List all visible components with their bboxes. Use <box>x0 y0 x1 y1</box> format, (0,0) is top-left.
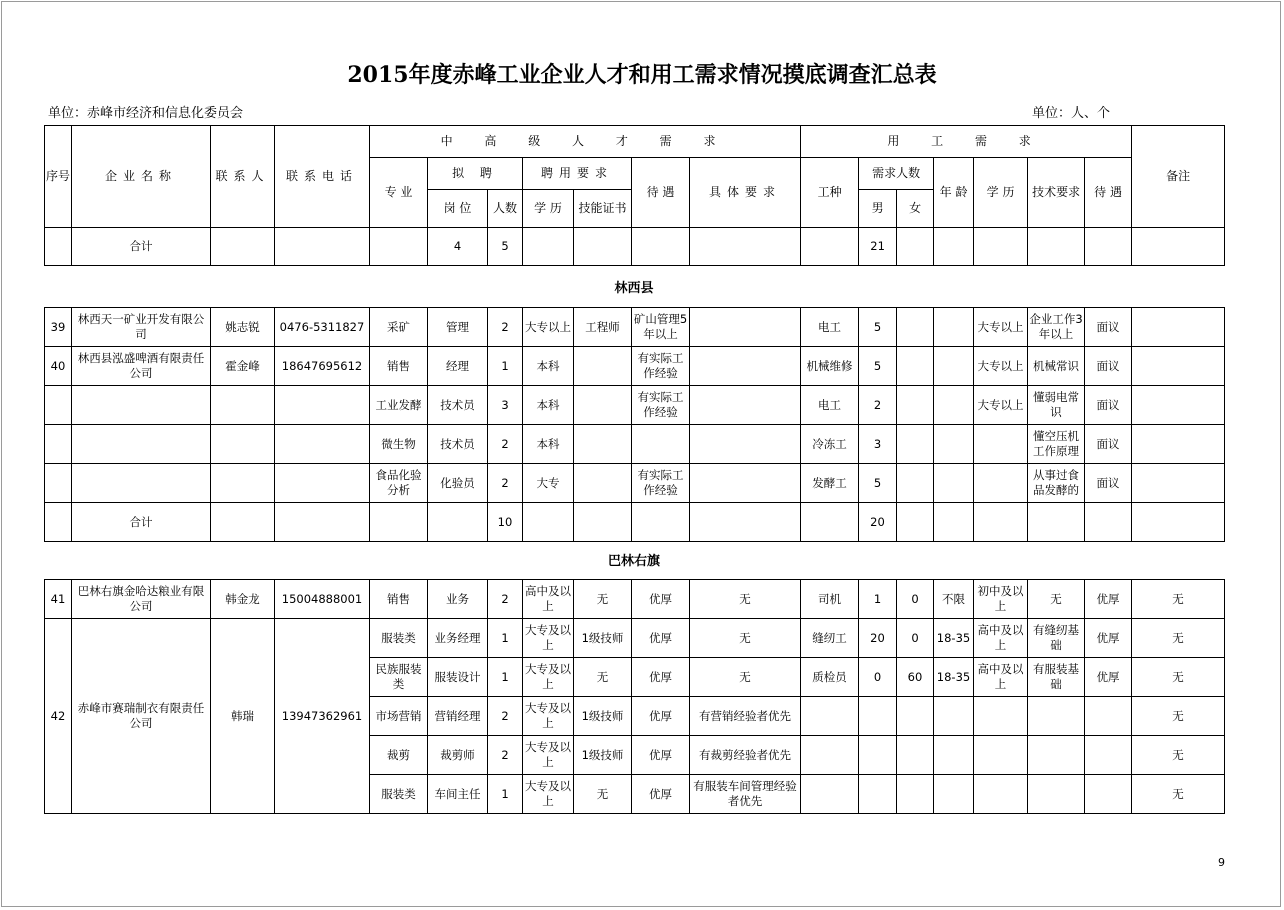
cell-edu: 大专及以上 <box>523 658 574 697</box>
cell-male: 20 <box>859 619 897 658</box>
cell-position: 营销经理 <box>428 697 488 736</box>
cell-count: 1 <box>488 619 523 658</box>
cell-tech: 有服装基础 <box>1028 658 1085 697</box>
cell-treat2 <box>1085 775 1132 814</box>
cell-count: 1 <box>488 658 523 697</box>
cell-male: 1 <box>859 580 897 619</box>
cell-cert: 无 <box>574 580 632 619</box>
cell-count: 1 <box>488 775 523 814</box>
cell-remark <box>1132 425 1225 464</box>
cell-male: 5 <box>859 347 897 386</box>
cell-cert <box>574 347 632 386</box>
cell-position: 裁剪师 <box>428 736 488 775</box>
cell-female: 0 <box>897 619 934 658</box>
total-label: 合计 <box>72 228 211 266</box>
cell-company: 林西县泓盛啤酒有限责任公司 <box>72 347 211 386</box>
cell-age <box>934 464 974 503</box>
cell-major: 民族服装类 <box>370 658 428 697</box>
cell-spec <box>690 425 801 464</box>
cell-seq: 42 <box>45 619 72 814</box>
cell-tech: 懂弱电常识 <box>1028 386 1085 425</box>
cell-job: 电工 <box>801 386 859 425</box>
cell-position: 业务经理 <box>428 619 488 658</box>
header-talent-group: 中 高 级 人 才 需 求 <box>370 126 801 158</box>
cell-spec: 有营销经验者优先 <box>690 697 801 736</box>
unit-measure: 单位：人、个 <box>1032 106 1111 121</box>
header-demand-count: 需求人数 <box>859 158 934 190</box>
cell-female <box>897 464 934 503</box>
header-position: 岗 位 <box>428 190 488 228</box>
cell-position: 技术员 <box>428 386 488 425</box>
header-seq: 序号 <box>45 126 72 228</box>
cell-treat: 优厚 <box>632 697 690 736</box>
cell-edu2 <box>974 425 1028 464</box>
cell-count: 2 <box>488 697 523 736</box>
cell-treat: 优厚 <box>632 658 690 697</box>
table-row <box>45 347 1225 386</box>
cell-age <box>934 697 974 736</box>
cell-seq: 41 <box>45 580 72 619</box>
cell-spec: 无 <box>690 658 801 697</box>
cell-edu2 <box>974 736 1028 775</box>
cell-male: 5 <box>859 308 897 347</box>
cell-edu2: 大专以上 <box>974 347 1028 386</box>
cell-treat2 <box>1085 736 1132 775</box>
cell-tech <box>1028 736 1085 775</box>
page-number: 9 <box>1218 856 1225 869</box>
cell-company <box>72 386 211 425</box>
header-age: 年 龄 <box>934 158 974 228</box>
total-label: 合计 <box>72 503 211 542</box>
cell-position: 服装设计 <box>428 658 488 697</box>
cell-tech: 懂空压机工作原理 <box>1028 425 1085 464</box>
cell-treat: 有实际工作经验 <box>632 347 690 386</box>
header-recruit: 拟 聘 <box>428 158 523 190</box>
cell-treat2: 面议 <box>1085 464 1132 503</box>
cell-female <box>897 425 934 464</box>
cell-male <box>859 775 897 814</box>
cell-major: 微生物 <box>370 425 428 464</box>
cell-female <box>897 775 934 814</box>
cell-age: 18-35 <box>934 658 974 697</box>
header-education: 学 历 <box>523 190 574 228</box>
cell-contact <box>211 425 275 464</box>
cell-edu2: 初中及以上 <box>974 580 1028 619</box>
cell-treat2: 面议 <box>1085 308 1132 347</box>
cell-major: 工业发酵 <box>370 386 428 425</box>
cell-female <box>897 736 934 775</box>
cell-count: 3 <box>488 386 523 425</box>
cell-count: 2 <box>488 464 523 503</box>
cell-major: 裁剪 <box>370 736 428 775</box>
cell-major: 食品化验分析 <box>370 464 428 503</box>
cell-phone: 18647695612 <box>275 347 370 386</box>
header-labor-group: 用 工 需 求 <box>801 126 1132 158</box>
header-treatment2: 待 遇 <box>1085 158 1132 228</box>
cell-edu: 大专以上 <box>523 308 574 347</box>
header-hire-req: 聘用要求 <box>523 158 632 190</box>
cell-phone: 13947362961 <box>275 619 370 814</box>
cell-tech: 无 <box>1028 580 1085 619</box>
cell-job: 司机 <box>801 580 859 619</box>
cell-job <box>801 775 859 814</box>
cell-female: 0 <box>897 580 934 619</box>
cell-age <box>934 775 974 814</box>
cell-spec <box>690 347 801 386</box>
cell-remark <box>1132 386 1225 425</box>
cell-remark <box>1132 347 1225 386</box>
cell-female <box>897 386 934 425</box>
cell-cert <box>574 425 632 464</box>
header-remark: 备注 <box>1132 126 1225 228</box>
balin-table <box>44 579 1225 814</box>
total-positions: 4 <box>428 228 488 266</box>
header-count: 人数 <box>488 190 523 228</box>
cell-edu2: 大专以上 <box>974 386 1028 425</box>
linxi-table <box>44 307 1225 542</box>
cell-female <box>897 347 934 386</box>
cell-company: 林西天一矿业开发有限公司 <box>72 308 211 347</box>
cell-age <box>934 347 974 386</box>
cell-treat <box>632 425 690 464</box>
cell-job: 发酵工 <box>801 464 859 503</box>
cell-cert: 1级技师 <box>574 736 632 775</box>
cell-treat2 <box>1085 697 1132 736</box>
cell-count: 2 <box>488 308 523 347</box>
cell-cert: 1级技师 <box>574 619 632 658</box>
cell-job: 冷冻工 <box>801 425 859 464</box>
cell-remark: 无 <box>1132 775 1225 814</box>
cell-company <box>72 464 211 503</box>
cell-female: 60 <box>897 658 934 697</box>
cell-company: 巴林右旗金哈达粮业有限公司 <box>72 580 211 619</box>
cell-treat: 有实际工作经验 <box>632 464 690 503</box>
cell-cert: 1级技师 <box>574 697 632 736</box>
total-count: 10 <box>488 503 523 542</box>
cell-edu2 <box>974 697 1028 736</box>
cell-female <box>897 697 934 736</box>
cell-seq <box>45 464 72 503</box>
cell-treat2: 优厚 <box>1085 619 1132 658</box>
cell-contact: 霍金峰 <box>211 347 275 386</box>
cell-position: 化验员 <box>428 464 488 503</box>
cell-position: 技术员 <box>428 425 488 464</box>
cell-position: 管理 <box>428 308 488 347</box>
header-tech-req: 技术要求 <box>1028 158 1085 228</box>
cell-edu2: 高中及以上 <box>974 619 1028 658</box>
cell-contact: 韩瑞 <box>211 619 275 814</box>
cell-remark <box>1132 464 1225 503</box>
cell-cert: 工程师 <box>574 308 632 347</box>
header-phone: 联系电话 <box>275 126 370 228</box>
table-row <box>45 580 1225 619</box>
cell-spec <box>690 386 801 425</box>
cell-male <box>859 736 897 775</box>
cell-edu2 <box>974 775 1028 814</box>
cell-major: 销售 <box>370 347 428 386</box>
cell-male: 2 <box>859 386 897 425</box>
cell-tech: 从事过食品发酵的 <box>1028 464 1085 503</box>
header-contact: 联系人 <box>211 126 275 228</box>
cell-count: 2 <box>488 425 523 464</box>
cell-remark: 无 <box>1132 697 1225 736</box>
cell-age: 不限 <box>934 580 974 619</box>
table-row <box>45 425 1225 464</box>
cell-age <box>934 425 974 464</box>
cell-remark <box>1132 308 1225 347</box>
cell-spec: 无 <box>690 580 801 619</box>
cell-male <box>859 697 897 736</box>
table-row <box>45 386 1225 425</box>
cell-cert: 无 <box>574 658 632 697</box>
cell-treat2: 面议 <box>1085 347 1132 386</box>
cell-treat: 有实际工作经验 <box>632 386 690 425</box>
cell-phone <box>275 425 370 464</box>
cell-treat: 优厚 <box>632 619 690 658</box>
cell-edu: 本科 <box>523 347 574 386</box>
total-count: 5 <box>488 228 523 266</box>
cell-cert <box>574 464 632 503</box>
cell-edu2: 大专以上 <box>974 308 1028 347</box>
cell-position: 业务 <box>428 580 488 619</box>
cell-company <box>72 425 211 464</box>
cell-treat: 矿山管理5年以上 <box>632 308 690 347</box>
header-treatment: 待 遇 <box>632 158 690 228</box>
cell-tech <box>1028 775 1085 814</box>
cell-phone: 15004888001 <box>275 580 370 619</box>
cell-treat2: 面议 <box>1085 425 1132 464</box>
header-male: 男 <box>859 190 897 228</box>
cell-edu: 本科 <box>523 425 574 464</box>
cell-tech: 企业工作3年以上 <box>1028 308 1085 347</box>
cell-position: 经理 <box>428 347 488 386</box>
cell-remark: 无 <box>1132 736 1225 775</box>
cell-remark: 无 <box>1132 580 1225 619</box>
cell-tech: 机械常识 <box>1028 347 1085 386</box>
header-edu2: 学 历 <box>974 158 1028 228</box>
cell-edu: 大专及以上 <box>523 775 574 814</box>
cell-remark: 无 <box>1132 658 1225 697</box>
cell-phone: 0476-5311827 <box>275 308 370 347</box>
cell-count: 2 <box>488 736 523 775</box>
section-linxi: 林西县 <box>614 281 654 296</box>
cell-cert <box>574 386 632 425</box>
cell-company: 赤峰市赛瑞制衣有限责任公司 <box>72 619 211 814</box>
cell-count: 2 <box>488 580 523 619</box>
cell-contact: 韩金龙 <box>211 580 275 619</box>
cell-phone <box>275 386 370 425</box>
header-major: 专 业 <box>370 158 428 228</box>
cell-male: 0 <box>859 658 897 697</box>
total-male: 20 <box>859 503 897 542</box>
cell-major: 采矿 <box>370 308 428 347</box>
cell-male: 5 <box>859 464 897 503</box>
cell-job <box>801 697 859 736</box>
cell-age <box>934 386 974 425</box>
cell-phone <box>275 464 370 503</box>
table-row <box>45 464 1225 503</box>
cell-major: 销售 <box>370 580 428 619</box>
cell-spec <box>690 308 801 347</box>
cell-tech: 有缝纫基础 <box>1028 619 1085 658</box>
page-title: 2015年度赤峰工业企业人才和用工需求情况摸底调查汇总表 <box>347 62 937 88</box>
total-row-1 <box>45 228 1225 266</box>
cell-job: 机械维修 <box>801 347 859 386</box>
cell-edu: 大专及以上 <box>523 619 574 658</box>
cell-tech <box>1028 697 1085 736</box>
cell-spec: 有裁剪经验者优先 <box>690 736 801 775</box>
cell-treat2: 面议 <box>1085 386 1132 425</box>
cell-contact: 姚志锐 <box>211 308 275 347</box>
cell-edu: 大专 <box>523 464 574 503</box>
cell-seq: 40 <box>45 347 72 386</box>
cell-contact <box>211 464 275 503</box>
cell-remark: 无 <box>1132 619 1225 658</box>
header-company: 企业名称 <box>72 126 211 228</box>
cell-major: 服装类 <box>370 775 428 814</box>
cell-age: 18-35 <box>934 619 974 658</box>
cell-job: 质检员 <box>801 658 859 697</box>
cell-female <box>897 308 934 347</box>
header-job-type: 工种 <box>801 158 859 228</box>
cell-edu2 <box>974 464 1028 503</box>
cell-age <box>934 308 974 347</box>
table-row <box>45 619 1225 658</box>
cell-major: 市场营销 <box>370 697 428 736</box>
cell-edu: 大专及以上 <box>523 736 574 775</box>
section-balin: 巴林右旗 <box>607 554 660 569</box>
cell-treat2: 优厚 <box>1085 658 1132 697</box>
table-row <box>45 308 1225 347</box>
cell-treat: 优厚 <box>632 736 690 775</box>
cell-contact <box>211 386 275 425</box>
cell-major: 服装类 <box>370 619 428 658</box>
cell-edu2: 高中及以上 <box>974 658 1028 697</box>
header-female: 女 <box>897 190 934 228</box>
cell-seq: 39 <box>45 308 72 347</box>
cell-age <box>934 736 974 775</box>
cell-job <box>801 736 859 775</box>
cell-spec <box>690 464 801 503</box>
total-male: 21 <box>859 228 897 266</box>
cell-treat: 优厚 <box>632 580 690 619</box>
cell-spec: 无 <box>690 619 801 658</box>
cell-seq <box>45 425 72 464</box>
cell-treat: 优厚 <box>632 775 690 814</box>
header-table <box>44 125 1225 266</box>
header-specific-req: 具体要求 <box>690 158 801 228</box>
cell-edu: 本科 <box>523 386 574 425</box>
cell-job: 电工 <box>801 308 859 347</box>
cell-seq <box>45 386 72 425</box>
cell-spec: 有服装车间管理经验者优先 <box>690 775 801 814</box>
cell-count: 1 <box>488 347 523 386</box>
header-certificate: 技能证书 <box>574 190 632 228</box>
cell-edu: 高中及以上 <box>523 580 574 619</box>
cell-job: 缝纫工 <box>801 619 859 658</box>
cell-treat2: 优厚 <box>1085 580 1132 619</box>
unit-organization: 单位：赤峰市经济和信息化委员会 <box>48 106 244 121</box>
cell-cert: 无 <box>574 775 632 814</box>
total-row-2 <box>45 503 1225 542</box>
cell-position: 车间主任 <box>428 775 488 814</box>
cell-male: 3 <box>859 425 897 464</box>
cell-edu: 大专及以上 <box>523 697 574 736</box>
